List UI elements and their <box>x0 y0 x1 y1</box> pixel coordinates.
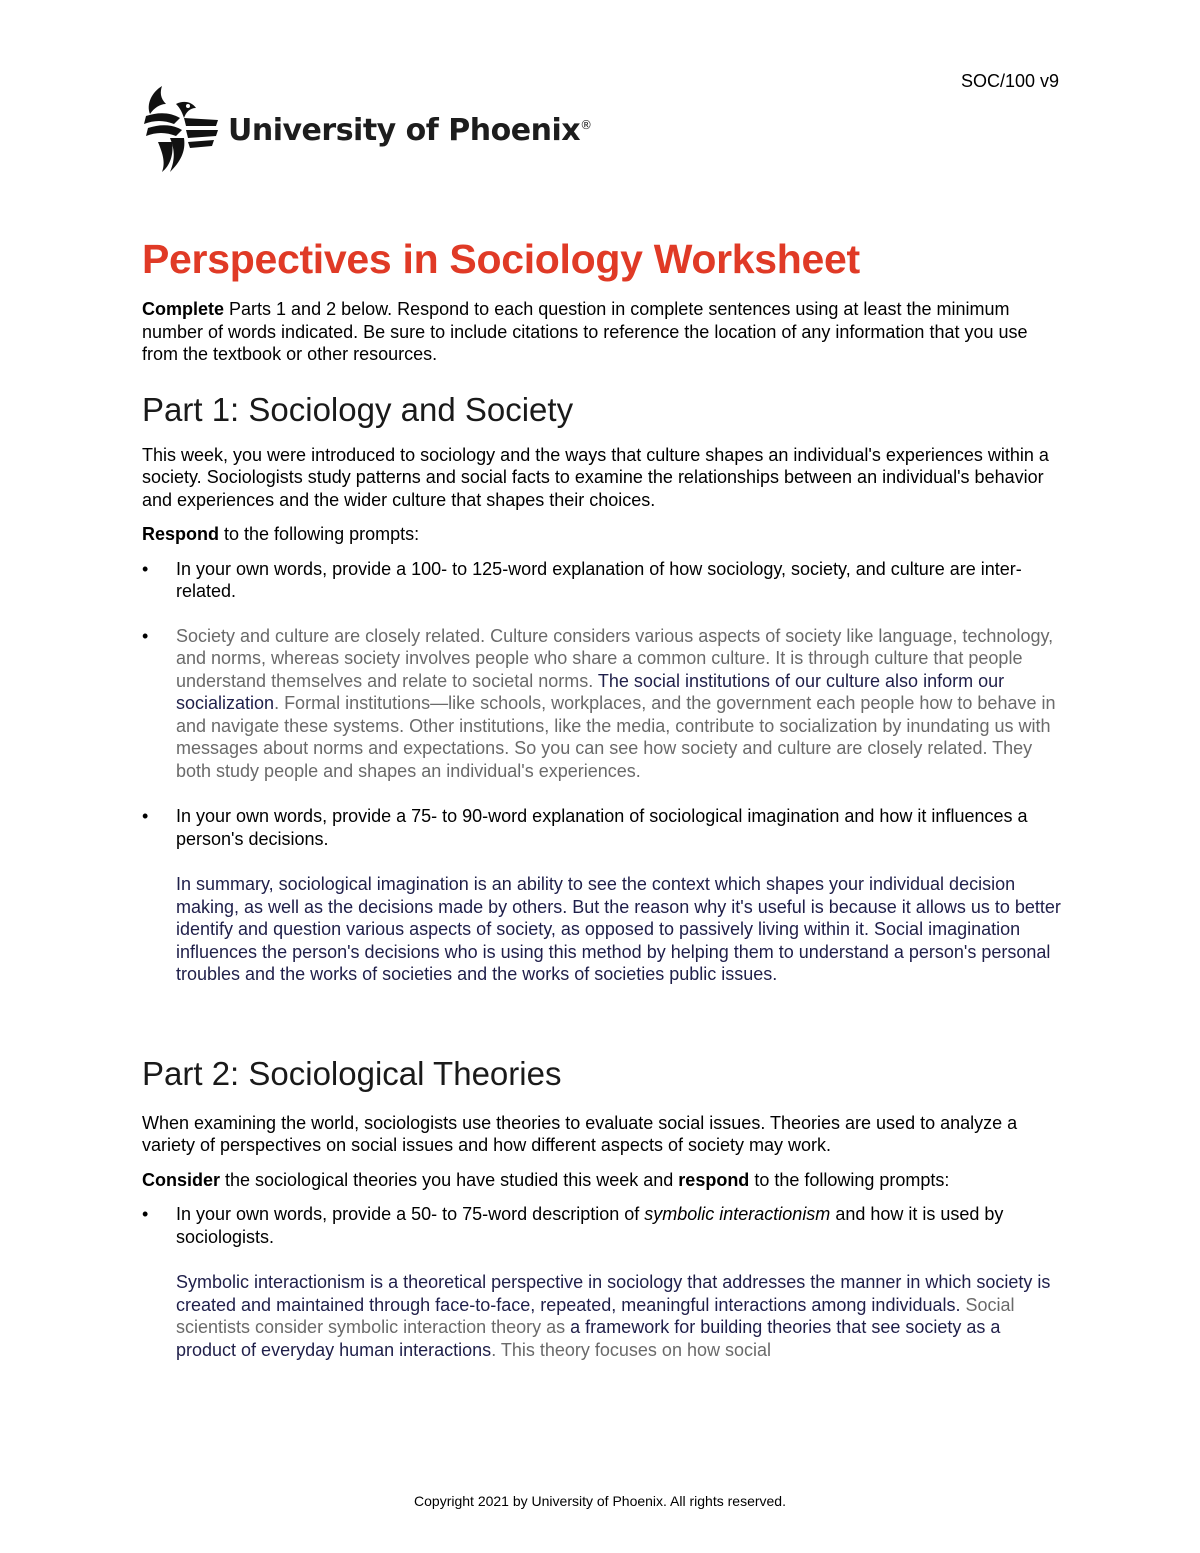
part2-heading: Part 2: Sociological Theories <box>142 1054 562 1092</box>
answer-paragraph: Symbolic interactionism is a theoretical perspective in sociology that addresses the manner in which society is created and maintained through face-to-face, repeated, meaningful interactions among individuals. Social scientists consider symbolic interaction theory as a framework for building theories that see society as a product of everyday human interactions. This theory focuses on how social <box>176 1272 1051 1360</box>
course-code: SOC/100 v9 <box>960 71 1059 91</box>
university-logo <box>140 82 592 174</box>
logo-text: University of Phoenix® <box>228 112 592 148</box>
part1-body: This week, you were introduced to sociology and the ways that culture shapes an individual's experiences within a society. Sociologists study patterns and social facts to examine the relationships between an individual's behavior and experiences and the wider culture that shapes their choices. <box>142 444 1049 510</box>
bullet-icon: • <box>142 625 149 646</box>
page-title: Perspectives in Sociology Worksheet <box>142 236 860 282</box>
bullet-icon: • <box>142 806 149 826</box>
list-item <box>142 625 1062 783</box>
part2-body: When examining the world, sociologists use theories to evaluate social issues. Theories are used to analyze a variety of perspectives on social issues and how different aspects of society may work. <box>142 1112 1018 1155</box>
answer-paragraph: In summary, sociological imagination is an ability to see the context which shapes your individual decision making, as well as the decisions made by others. But the reason why it's useful is because it allows us to better identify and question various aspects of society, as opposed to passively living within it. Social imagination influences the person's decisions who is using this method by helping them to understand a person's personal troubles and the works of societies and the works of societies public issues. <box>176 874 1061 984</box>
prompt-text: In your own words, provide a 100- to 125-word explanation of how sociology, society, and culture are inter-related. <box>176 558 1022 601</box>
list-item <box>142 1203 1062 1248</box>
part1-respond-instruction: Respond to the following prompts: <box>142 524 420 544</box>
answer-text: Society and culture are closely related. Culture considers various aspects of society like language, technology, and norms, whereas society involves people who share a common culture. It is through culture that people understand themselves and relate to societal norms. The social institutions of our culture also inform our socialization. Formal institutions—like schools, workplaces, and the government each people how to behave in and navigate these systems. Other institutions, like the media, contribute to socialization by inundating us with messages about norms and expectations. So you can see how society and culture are closely related. They both study people and shapes an individual's experiences. <box>176 625 1056 781</box>
phoenix-bird-icon <box>140 82 220 174</box>
prompt-text: In your own words, provide a 50- to 75-word description of symbolic interactionism and how it is used by sociologists. <box>176 1204 1004 1247</box>
list-item <box>142 805 1062 850</box>
part2-prompt-list <box>142 1203 1062 1248</box>
bullet-icon: • <box>142 558 149 579</box>
part1-prompt-list <box>142 558 1062 851</box>
bullet-icon: • <box>142 1204 149 1224</box>
list-item <box>142 558 1062 603</box>
worksheet-content <box>142 234 1062 1361</box>
intro-paragraph: Complete Parts 1 and 2 below. Respond to each question in complete sentences using at least the minimum number of words indicated. Be sure to include citations to reference the location of any information that you use from the textbook or other resources. <box>142 299 1028 364</box>
part2-consider-instruction: Consider the sociological theories you have studied this week and respond to the following prompts: <box>142 1169 950 1190</box>
copyright-footer: Copyright 2021 by University of Phoenix. All rights reserved. <box>414 1493 786 1509</box>
prompt-text: In your own words, provide a 75- to 90-word explanation of sociological imagination and how it influences a person's decisions. <box>176 806 1028 849</box>
part1-heading: Part 1: Sociology and Society <box>142 390 574 428</box>
